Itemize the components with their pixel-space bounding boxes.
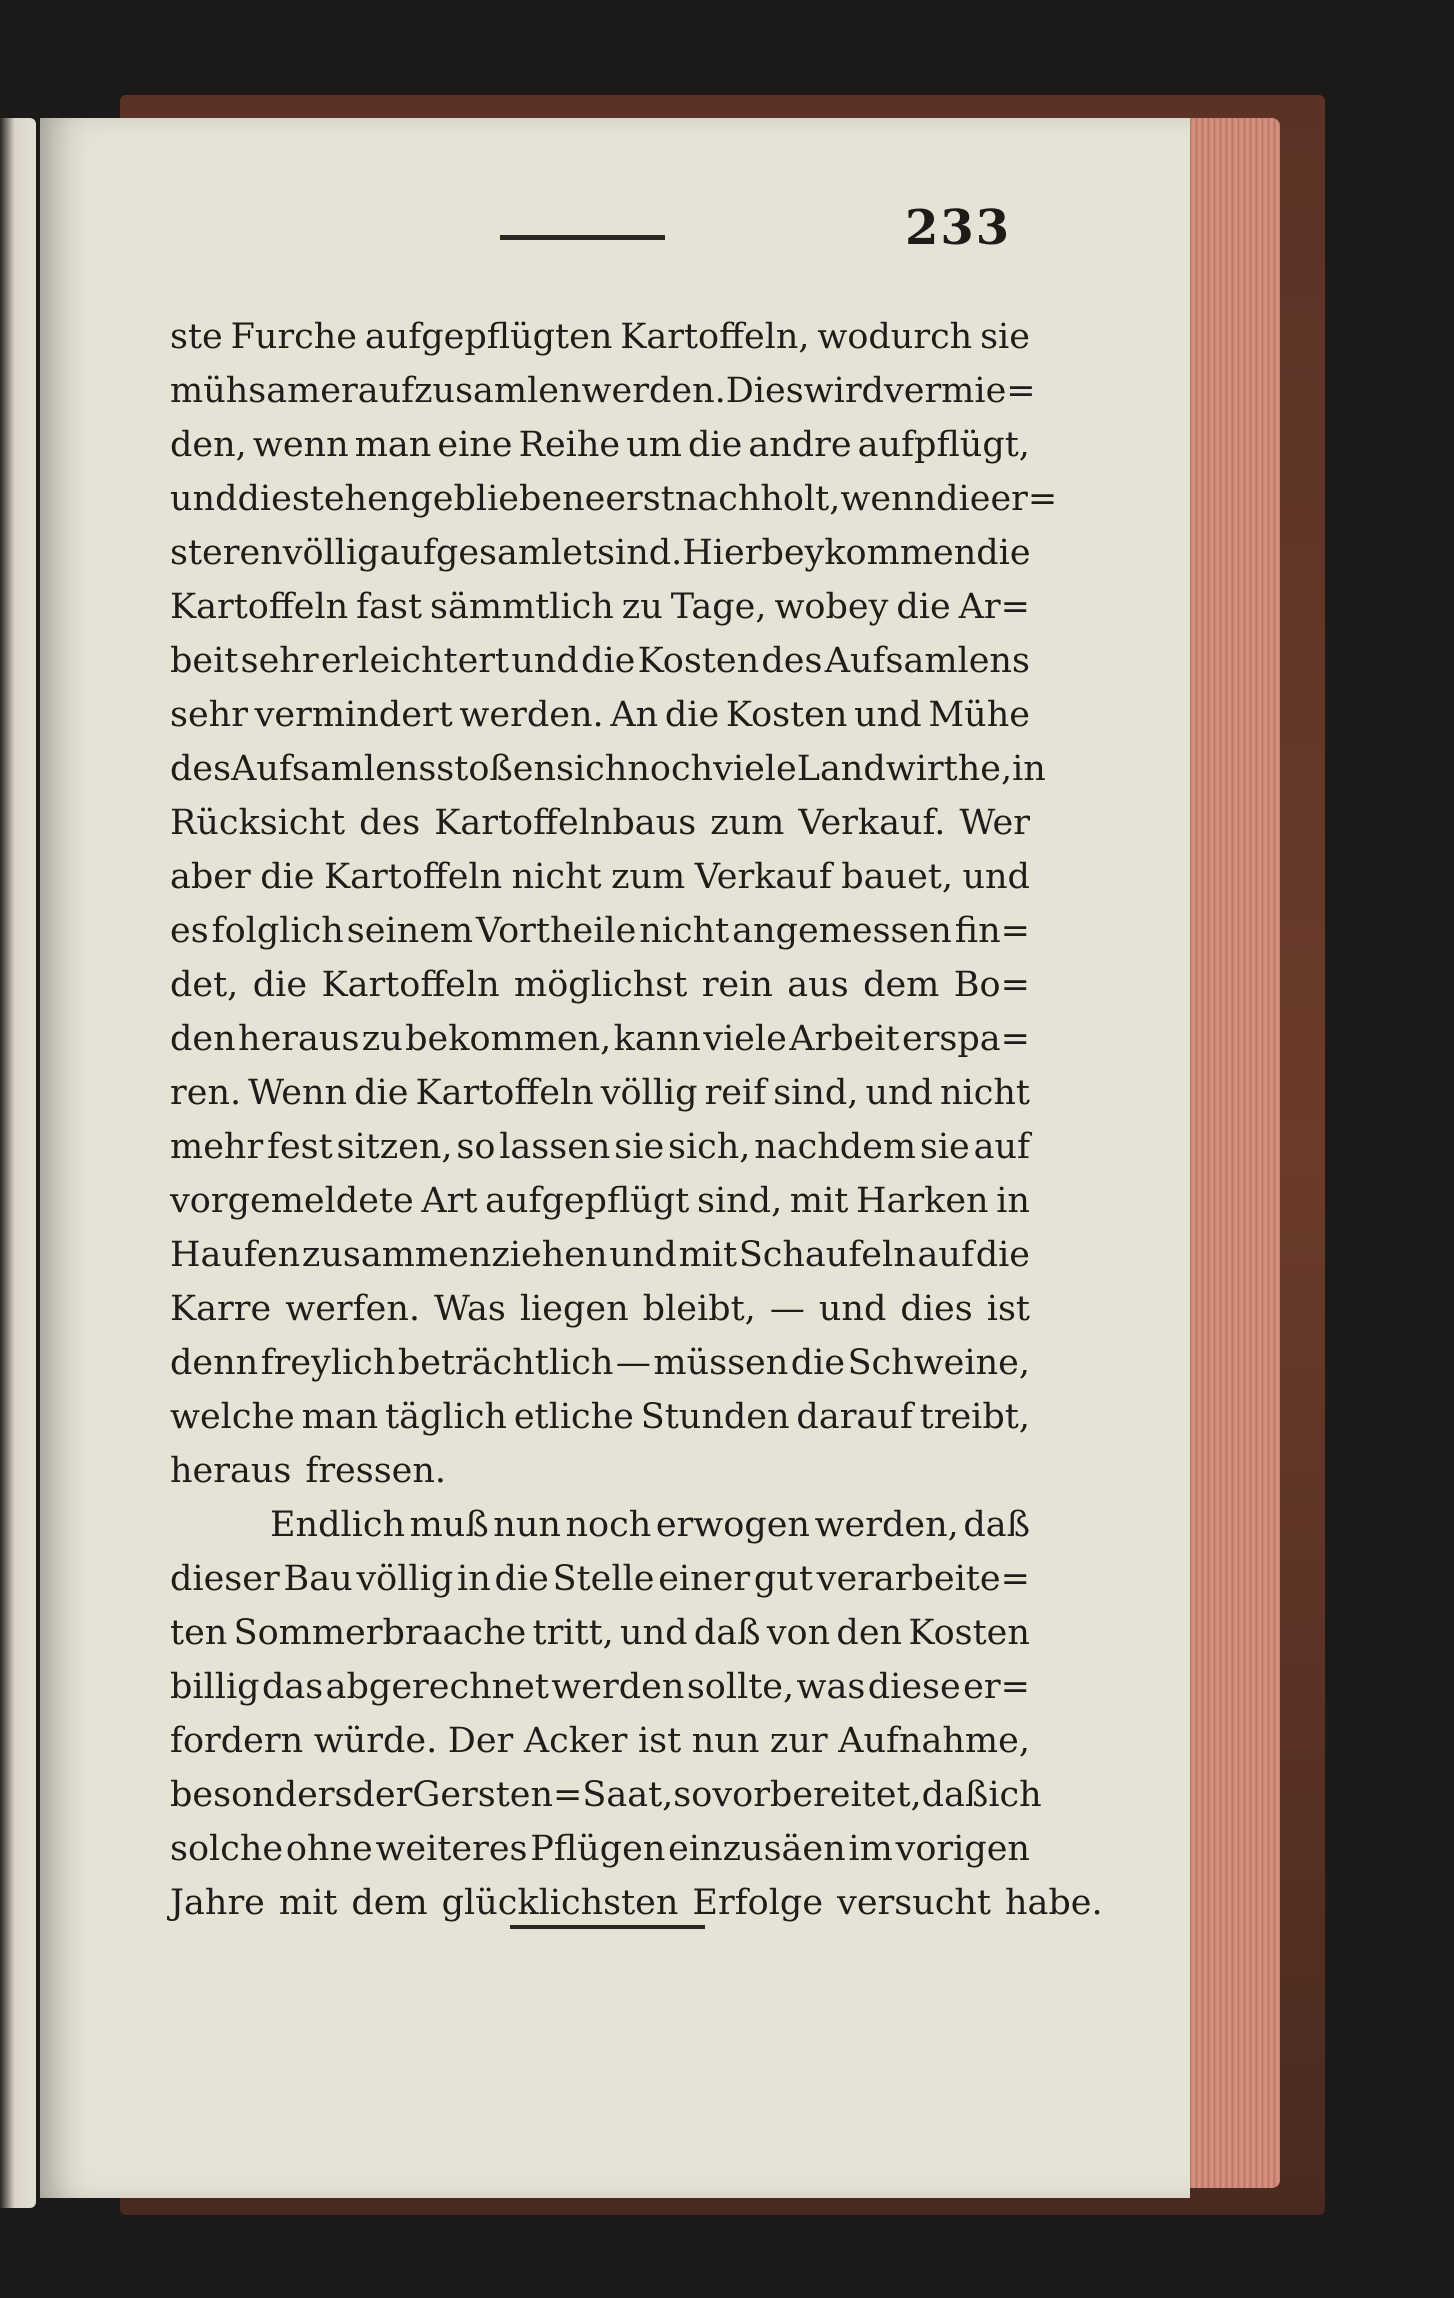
word: und — [620, 1613, 688, 1653]
word: die — [936, 479, 991, 519]
text-line — [170, 580, 1030, 634]
word: die — [354, 1073, 409, 1113]
text-line — [170, 1066, 1030, 1120]
word: möglichst — [514, 965, 688, 1005]
word: erst — [605, 479, 675, 519]
word: und — [818, 1289, 887, 1329]
word: ren. — [170, 1073, 242, 1113]
word: werden. — [459, 695, 604, 735]
word: aufgepflügt — [485, 1181, 690, 1221]
word: Kosten — [725, 695, 848, 735]
word: zu — [361, 1019, 403, 1059]
word: vorbereitet, — [712, 1775, 922, 1815]
text-line — [170, 1228, 1030, 1282]
text-line — [170, 904, 1030, 958]
word: die — [494, 1559, 549, 1599]
word: die — [896, 587, 951, 627]
word: Furche — [230, 317, 358, 357]
word: vorigen — [895, 1829, 1030, 1869]
word: des — [359, 803, 421, 843]
word: sitzen, — [336, 1127, 453, 1167]
word: die — [260, 857, 315, 897]
word: nicht — [511, 857, 602, 897]
word: sind. — [597, 533, 683, 573]
word: rein — [701, 965, 773, 1005]
word: Dies — [725, 371, 804, 411]
word: Reihe — [518, 425, 621, 465]
text-line — [170, 1768, 1042, 1822]
word: und — [170, 479, 238, 519]
word: aufgepflügten — [364, 317, 613, 357]
text-line — [170, 1120, 1030, 1174]
word: ist — [986, 1289, 1030, 1329]
word: Erfolge — [692, 1883, 824, 1923]
word: zusammenziehen — [301, 1235, 608, 1275]
word: werden, — [814, 1505, 959, 1545]
word: dem — [351, 1883, 428, 1923]
word: aufpflügt, — [857, 425, 1030, 465]
word: Kartoffeln — [323, 857, 503, 897]
word: stehengebliebene — [291, 479, 606, 519]
word: mit — [789, 1181, 849, 1221]
word: Wenn — [248, 1073, 348, 1113]
word: der — [352, 1775, 413, 1815]
word: man — [301, 1397, 379, 1437]
word: sie — [980, 317, 1030, 357]
word: wenn — [840, 479, 937, 519]
word: aus — [787, 965, 849, 1005]
word: sollte, — [686, 1667, 795, 1707]
word: zum — [710, 803, 785, 843]
word: die — [976, 533, 1031, 573]
word: man — [354, 425, 432, 465]
word: aufzusamlen — [357, 371, 582, 411]
word: die — [790, 1343, 846, 1383]
word: vorgemeldete — [170, 1181, 414, 1221]
footer-rule — [510, 1925, 705, 1929]
word: in — [1012, 749, 1046, 789]
word: müssen — [653, 1343, 789, 1383]
word: er= — [963, 1667, 1030, 1707]
word: gut — [753, 1559, 813, 1599]
text-line — [170, 688, 1030, 742]
text-line — [170, 958, 1030, 1012]
word: beträchtlich — [397, 1343, 614, 1383]
word: Schaufeln — [738, 1235, 916, 1275]
word: und — [865, 1073, 933, 1113]
text-line — [170, 310, 1030, 364]
word: werden — [551, 1667, 685, 1707]
word: welche — [170, 1397, 295, 1437]
word: Verkauf. — [798, 803, 946, 843]
word: ten — [170, 1613, 228, 1653]
word: mühsamer — [170, 371, 358, 411]
word: Verkauf — [694, 857, 832, 897]
word: daß — [693, 1613, 761, 1653]
word: Kartoffeln — [415, 1073, 594, 1113]
word: Endlich — [270, 1505, 406, 1545]
word: sämmtlich — [430, 587, 614, 627]
word: nun — [691, 1721, 760, 1761]
word: die — [581, 641, 636, 681]
text-line — [170, 1606, 1030, 1660]
word: muß — [409, 1505, 489, 1545]
word: solche — [170, 1829, 284, 1869]
word: viele — [703, 1019, 787, 1059]
text-line — [170, 418, 1030, 472]
word: einer — [658, 1559, 751, 1599]
word: fest — [267, 1127, 333, 1167]
word: heraus — [238, 1019, 360, 1059]
word: erspa= — [901, 1019, 1030, 1059]
word: ste — [170, 317, 223, 357]
word: Kartoffeln, — [620, 317, 810, 357]
word: Vortheile — [476, 911, 637, 951]
body-text — [170, 310, 1103, 1930]
word: freylich — [260, 1343, 396, 1383]
word: zum — [611, 857, 686, 897]
word: diese — [867, 1667, 961, 1707]
word: Bau — [283, 1559, 353, 1599]
word: darauf — [796, 1397, 913, 1437]
word: die — [975, 1235, 1030, 1275]
text-line — [170, 1444, 1030, 1498]
word: wodurch — [817, 317, 973, 357]
word: nun — [493, 1505, 561, 1545]
word: noch — [565, 1505, 652, 1545]
word: ist — [637, 1721, 682, 1761]
word: kommen — [824, 533, 977, 573]
word: vermie= — [883, 371, 1036, 411]
word: Hierbey — [682, 533, 825, 573]
word: Tage, — [670, 587, 767, 627]
text-line — [170, 1822, 1030, 1876]
text-line — [170, 1660, 1030, 1714]
word: abgerechnet — [325, 1667, 549, 1707]
word: etliche — [513, 1397, 634, 1437]
word: nicht — [939, 1073, 1030, 1113]
word: Was — [434, 1289, 506, 1329]
word: Kosten — [637, 641, 760, 681]
word: glücklichsten — [441, 1883, 679, 1923]
word: fin= — [954, 911, 1030, 951]
word: nachholt, — [674, 479, 841, 519]
text-line — [170, 472, 1058, 526]
word: dies — [900, 1289, 973, 1329]
text-line — [170, 742, 1046, 796]
word: daß — [963, 1505, 1030, 1545]
word: mit — [278, 1883, 338, 1923]
word: Stunden — [640, 1397, 790, 1437]
word: vermindert — [254, 695, 453, 735]
word: Pflügen — [530, 1829, 666, 1869]
text-line — [170, 1498, 1030, 1552]
word: folglich — [211, 911, 344, 951]
word: im — [848, 1829, 893, 1869]
text-line — [170, 1552, 1030, 1606]
word: reif — [704, 1073, 767, 1113]
word: Aufnahme, — [838, 1721, 1030, 1761]
word: erwogen — [655, 1505, 810, 1545]
word: treibt, — [919, 1397, 1030, 1437]
word: Haufen — [170, 1235, 301, 1275]
word: tritt, — [532, 1613, 614, 1653]
word: von — [766, 1613, 831, 1653]
word: sehr — [240, 641, 319, 681]
word: Landwirthe, — [796, 749, 1013, 789]
word: verarbeite= — [816, 1559, 1030, 1599]
text-line — [170, 1876, 1103, 1930]
word: heraus — [170, 1451, 292, 1491]
word: Arbeit — [789, 1019, 900, 1059]
word: liegen — [519, 1289, 629, 1329]
word: wird — [803, 371, 884, 411]
word: den — [170, 1019, 236, 1059]
word: was — [796, 1667, 866, 1707]
word: dieser — [170, 1559, 280, 1599]
word: auf — [973, 1127, 1030, 1167]
text-line — [170, 1336, 1030, 1390]
word: in — [457, 1559, 491, 1599]
word: er= — [990, 479, 1058, 519]
word: Harken — [855, 1181, 989, 1221]
word: aber — [170, 857, 251, 897]
word: kann — [613, 1019, 701, 1059]
word: Aufsamlens — [231, 749, 437, 789]
word: in — [996, 1181, 1030, 1221]
word: auf — [917, 1235, 974, 1275]
word: die — [664, 695, 720, 735]
word: eine — [437, 425, 513, 465]
word: billig — [170, 1667, 260, 1707]
word: Der — [447, 1721, 514, 1761]
word: Wer — [959, 803, 1030, 843]
word: und — [854, 695, 922, 735]
word: wobey — [774, 587, 889, 627]
word: völlig — [356, 1559, 454, 1599]
word: die — [687, 425, 743, 465]
word: sie — [919, 1127, 970, 1167]
text-line — [170, 850, 1030, 904]
word: sie — [614, 1127, 665, 1167]
word: viele — [713, 749, 797, 789]
word: Art — [421, 1181, 478, 1221]
word: Kartoffeln — [170, 587, 349, 627]
word: täglich — [385, 1397, 507, 1437]
word: sehr — [170, 695, 248, 735]
text-line — [170, 1174, 1030, 1228]
word: bleibt, — [642, 1289, 756, 1329]
word: so — [673, 1775, 713, 1815]
text-line — [170, 796, 1030, 850]
word: zur — [769, 1721, 828, 1761]
word: versucht — [837, 1883, 991, 1923]
word: so — [456, 1127, 496, 1167]
word: um — [626, 425, 682, 465]
header-rule — [500, 235, 665, 240]
word: werden. — [581, 371, 726, 411]
word: Ar= — [958, 587, 1030, 627]
word: steren — [170, 533, 283, 573]
word: des — [170, 749, 232, 789]
text-line — [170, 526, 1030, 580]
word: fordern — [170, 1721, 304, 1761]
text-line — [170, 1390, 1030, 1444]
word: — — [615, 1343, 651, 1383]
text-line — [170, 1282, 1030, 1336]
word: mehr — [170, 1127, 264, 1167]
word: Sommerbraache — [233, 1613, 527, 1653]
word: mit — [678, 1235, 738, 1275]
word: Kartoffeln — [321, 965, 500, 1005]
text-line — [170, 634, 1030, 688]
page-stack-edge — [1185, 118, 1280, 2188]
word: — — [769, 1289, 805, 1329]
word: sich — [556, 749, 628, 789]
word: habe. — [1004, 1883, 1103, 1923]
text-line — [170, 364, 1036, 418]
word: die — [252, 965, 308, 1005]
word: Kartoffelnbaus — [434, 803, 697, 843]
word: weiteres — [375, 1829, 528, 1869]
word: lassen — [499, 1127, 611, 1167]
word: sind, — [773, 1073, 859, 1113]
word: ohne — [285, 1829, 373, 1869]
word: det, — [170, 965, 239, 1005]
page-number: 233 — [905, 200, 1012, 256]
word: andre — [748, 425, 852, 465]
word: sind, — [696, 1181, 783, 1221]
word: Bo= — [953, 965, 1030, 1005]
word: das — [262, 1667, 324, 1707]
word: und — [962, 857, 1030, 897]
text-line — [170, 1714, 1030, 1768]
word: denn — [170, 1343, 259, 1383]
word: es — [170, 911, 209, 951]
word: An — [610, 695, 659, 735]
word: die — [237, 479, 292, 519]
word: Kosten — [908, 1613, 1030, 1653]
word: werfen. — [285, 1289, 420, 1329]
word: noch — [627, 749, 714, 789]
word: daß — [921, 1775, 989, 1815]
word: fressen. — [305, 1451, 447, 1491]
word: völlig — [282, 533, 380, 573]
word: fast — [356, 587, 423, 627]
word: stoßen — [436, 749, 557, 789]
word: sich, — [667, 1127, 751, 1167]
word: ich — [988, 1775, 1042, 1815]
word: den — [836, 1613, 903, 1653]
word: Mühe — [928, 695, 1030, 735]
text-line — [170, 1012, 1030, 1066]
word: besonders — [170, 1775, 353, 1815]
word: Rücksicht — [170, 803, 346, 843]
word: würde. — [313, 1721, 438, 1761]
facing-page-edge — [0, 118, 36, 2208]
word: nicht — [639, 911, 730, 951]
word: nachdem — [754, 1127, 917, 1167]
word: beit — [170, 641, 239, 681]
word: des — [761, 641, 823, 681]
word: Aufsamlens — [824, 641, 1030, 681]
word: einzusäen — [668, 1829, 846, 1869]
word: Jahre — [170, 1883, 265, 1923]
word: erleichtert — [320, 641, 510, 681]
word: und — [511, 641, 579, 681]
word: zu — [621, 587, 663, 627]
word: Karre — [170, 1289, 272, 1329]
word: bauet, — [841, 857, 953, 897]
word: dem — [863, 965, 940, 1005]
word: Stelle — [552, 1559, 655, 1599]
word: den, — [170, 425, 247, 465]
word: wenn — [252, 425, 349, 465]
word: Gersten=Saat, — [412, 1775, 674, 1815]
word: angemessen — [732, 911, 952, 951]
word: völlig — [600, 1073, 698, 1113]
word: Schweine, — [847, 1343, 1030, 1383]
word: Acker — [523, 1721, 628, 1761]
word: und — [609, 1235, 677, 1275]
word: bekommen, — [405, 1019, 612, 1059]
word: seinem — [346, 911, 474, 951]
word: aufgesamlet — [379, 533, 598, 573]
